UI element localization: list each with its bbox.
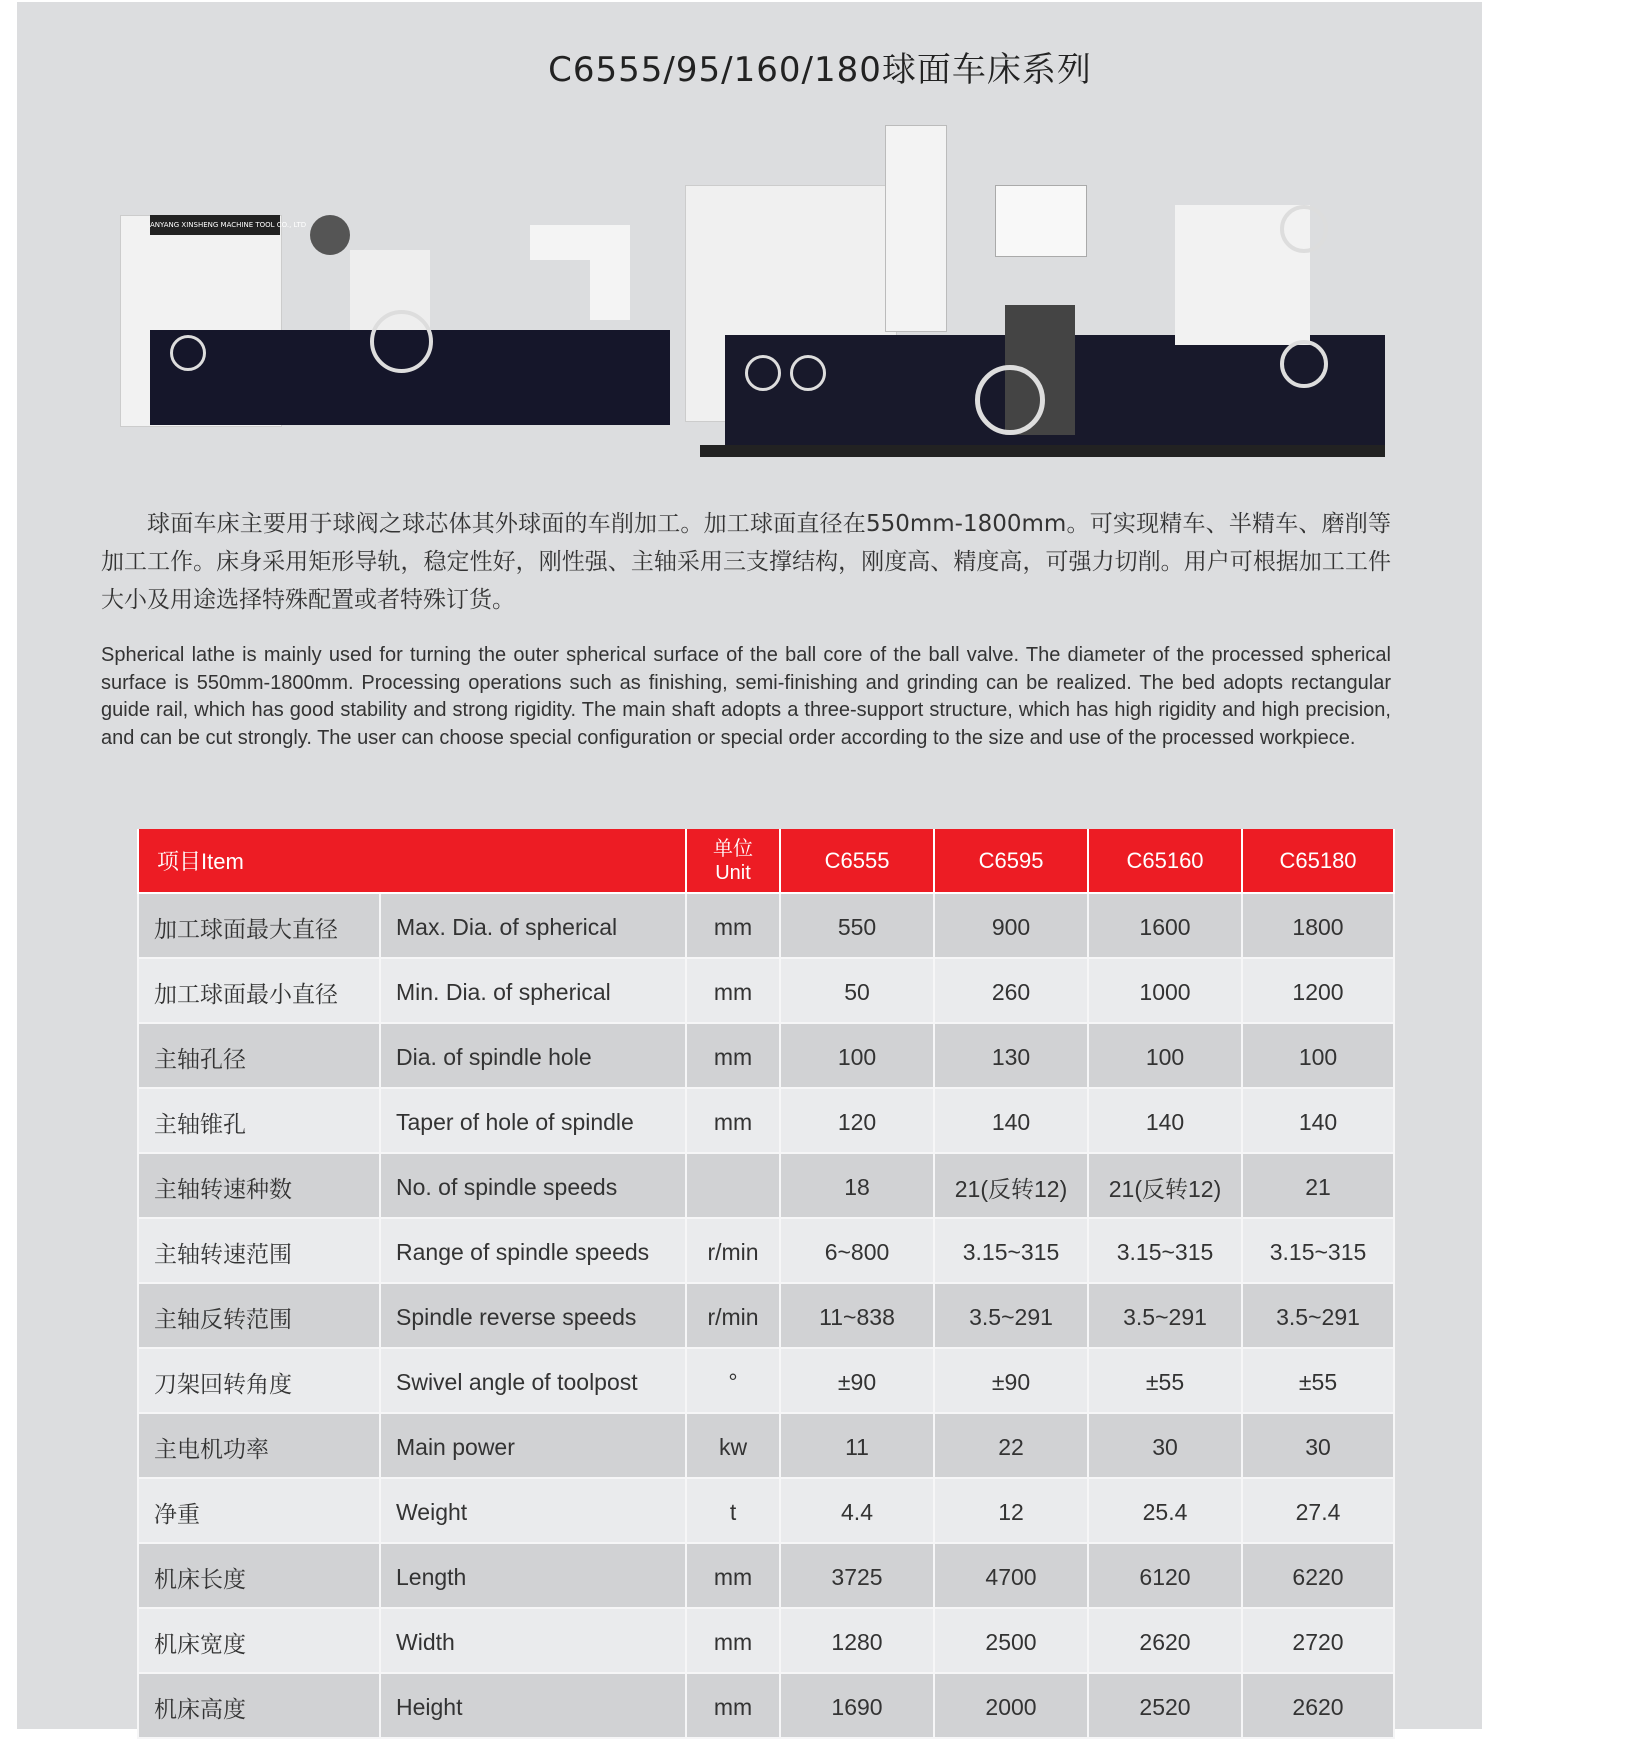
spec-value: 30 [1242, 1413, 1394, 1478]
spec-value: 25.4 [1088, 1478, 1242, 1543]
spec-name-cn: 机床高度 [138, 1673, 380, 1738]
spec-unit: mm [686, 958, 780, 1023]
spec-value: 11~838 [780, 1283, 934, 1348]
spec-value: 2620 [1242, 1673, 1394, 1738]
spec-value: 260 [934, 958, 1088, 1023]
table-row [138, 1543, 1394, 1608]
spec-value: 2000 [934, 1673, 1088, 1738]
header-model: C65160 [1088, 829, 1242, 893]
spec-unit: mm [686, 1608, 780, 1673]
description-chinese: 球面车床主要用于球阀之球芯体其外球面的车削加工。加工球面直径在550mm-1800mm。可实现精车、半精车、磨削等加工工作。床身采用矩形导轨，稳定性好，刚性强、主轴采用三支撑结构，刚度高、精度高，可强力切削。用户可根据加工工件大小及用途选择特殊配置或者特殊订货。 [101, 511, 1391, 613]
spec-value: 18 [780, 1153, 934, 1218]
spec-name-en: Range of spindle speeds [380, 1218, 686, 1283]
spec-name-cn: 加工球面最大直径 [138, 893, 380, 958]
table-row [138, 1413, 1394, 1478]
spec-value: 3.5~291 [934, 1283, 1088, 1348]
spec-name-cn: 主轴锥孔 [138, 1088, 380, 1153]
spec-value: 3725 [780, 1543, 934, 1608]
table-row [138, 1478, 1394, 1543]
table-row [138, 1608, 1394, 1673]
header-unit-en: Unit [715, 861, 751, 884]
spec-name-cn: 机床长度 [138, 1543, 380, 1608]
header-model: C6555 [780, 829, 934, 893]
spec-value: 50 [780, 958, 934, 1023]
spec-value: 140 [1088, 1088, 1242, 1153]
spec-unit: t [686, 1478, 780, 1543]
spec-value: 11 [780, 1413, 934, 1478]
spec-value: 1200 [1242, 958, 1394, 1023]
spec-name-en: Weight [380, 1478, 686, 1543]
table-row [138, 1673, 1394, 1738]
spec-value: 3.15~315 [1242, 1218, 1394, 1283]
table-row [138, 958, 1394, 1023]
spec-value: 22 [934, 1413, 1088, 1478]
spec-name-en: Max. Dia. of spherical [380, 893, 686, 958]
page-title: C6555/95/160/180球面车床系列 [548, 50, 1092, 90]
product-image-lathes [115, 125, 1385, 465]
header-item: 项目Item [138, 829, 686, 893]
spec-name-en: Swivel angle of toolpost [380, 1348, 686, 1413]
spec-value: 21(反转12) [934, 1153, 1088, 1218]
spec-value: 21(反转12) [1088, 1153, 1242, 1218]
spec-name-en: Spindle reverse speeds [380, 1283, 686, 1348]
spec-name-en: Taper of hole of spindle [380, 1088, 686, 1153]
spec-unit [686, 1153, 780, 1218]
header-unit-cn: 单位 [713, 837, 754, 860]
spec-value: 2720 [1242, 1608, 1394, 1673]
spec-name-cn: 主轴转速种数 [138, 1153, 380, 1218]
spec-value: 2520 [1088, 1673, 1242, 1738]
description-english: Spherical lathe is mainly used for turning the outer spherical surface of the ball core of the ball valve. The diameter of the processed spherical surface is 550mm-1800mm. Processing operations such as finishing, semi-finishing and grinding can be realized. The bed adopts rectangular guide rail, which has good stability and strong rigidity. The main shaft adopts a three-support structure, which has high rigidity and high precision, and can be cut strongly. The user can choose special configuration or special order according to the size and use of the processed workpiece. [101, 644, 1391, 749]
header-model: C65180 [1242, 829, 1394, 893]
spec-value: 140 [934, 1088, 1088, 1153]
spec-value: 3.15~315 [1088, 1218, 1242, 1283]
spec-unit: mm [686, 893, 780, 958]
large-lathe-image [685, 125, 1385, 460]
spec-name-en: No. of spindle speeds [380, 1153, 686, 1218]
spec-value: 100 [780, 1023, 934, 1088]
spec-name-en: Min. Dia. of spherical [380, 958, 686, 1023]
header-model: C6595 [934, 829, 1088, 893]
spec-value: 4700 [934, 1543, 1088, 1608]
spec-unit: kw [686, 1413, 780, 1478]
spec-name-cn: 刀架回转角度 [138, 1348, 380, 1413]
spec-value: 100 [1242, 1023, 1394, 1088]
spec-unit: ° [686, 1348, 780, 1413]
spec-value: 1690 [780, 1673, 934, 1738]
spec-value: 21 [1242, 1153, 1394, 1218]
spec-table [137, 829, 1395, 1739]
spec-value: 3.5~291 [1242, 1283, 1394, 1348]
spec-value: ±90 [934, 1348, 1088, 1413]
spec-value: 6220 [1242, 1543, 1394, 1608]
spec-name-en: Dia. of spindle hole [380, 1023, 686, 1088]
spec-name-en: Height [380, 1673, 686, 1738]
spec-name-cn: 净重 [138, 1478, 380, 1543]
spec-name-en: Width [380, 1608, 686, 1673]
spec-value: 900 [934, 893, 1088, 958]
spec-name-cn: 加工球面最小直径 [138, 958, 380, 1023]
spec-value: 1280 [780, 1608, 934, 1673]
table-row [138, 1153, 1394, 1218]
spec-value: 140 [1242, 1088, 1394, 1153]
spec-unit: mm [686, 1543, 780, 1608]
spec-unit: r/min [686, 1218, 780, 1283]
spec-name-en: Length [380, 1543, 686, 1608]
spec-table-header [138, 829, 1394, 893]
header-unit [686, 829, 780, 893]
spec-value: 100 [1088, 1023, 1242, 1088]
spec-value: 12 [934, 1478, 1088, 1543]
small-lathe-image [120, 215, 665, 435]
spec-value: 6~800 [780, 1218, 934, 1283]
spec-value: 27.4 [1242, 1478, 1394, 1543]
spec-value: 6120 [1088, 1543, 1242, 1608]
spec-value: 3.5~291 [1088, 1283, 1242, 1348]
spec-value: 3.15~315 [934, 1218, 1088, 1283]
spec-unit: mm [686, 1023, 780, 1088]
spec-value: ±55 [1088, 1348, 1242, 1413]
table-row [138, 1218, 1394, 1283]
spec-value: 1800 [1242, 893, 1394, 958]
spec-value: 1000 [1088, 958, 1242, 1023]
spec-value: ±55 [1242, 1348, 1394, 1413]
spec-value: 2620 [1088, 1608, 1242, 1673]
table-row [138, 893, 1394, 958]
spec-value: 130 [934, 1023, 1088, 1088]
spec-value: 30 [1088, 1413, 1242, 1478]
spec-value: 120 [780, 1088, 934, 1153]
spec-name-cn: 机床宽度 [138, 1608, 380, 1673]
spec-name-en: Main power [380, 1413, 686, 1478]
spec-name-cn: 主电机功率 [138, 1413, 380, 1478]
spec-value: 2500 [934, 1608, 1088, 1673]
spec-unit: r/min [686, 1283, 780, 1348]
spec-value: ±90 [780, 1348, 934, 1413]
spec-value: 550 [780, 893, 934, 958]
table-row [138, 1023, 1394, 1088]
machine-logo: ANYANG XINSHENG MACHINE TOOL CO., LTD [150, 215, 280, 235]
table-row [138, 1283, 1394, 1348]
spec-value: 4.4 [780, 1478, 934, 1543]
table-row [138, 1348, 1394, 1413]
spec-value: 1600 [1088, 893, 1242, 958]
spec-unit: mm [686, 1673, 780, 1738]
spec-name-cn: 主轴孔径 [138, 1023, 380, 1088]
table-row [138, 1088, 1394, 1153]
spec-name-cn: 主轴反转范围 [138, 1283, 380, 1348]
spec-name-cn: 主轴转速范围 [138, 1218, 380, 1283]
spec-unit: mm [686, 1088, 780, 1153]
